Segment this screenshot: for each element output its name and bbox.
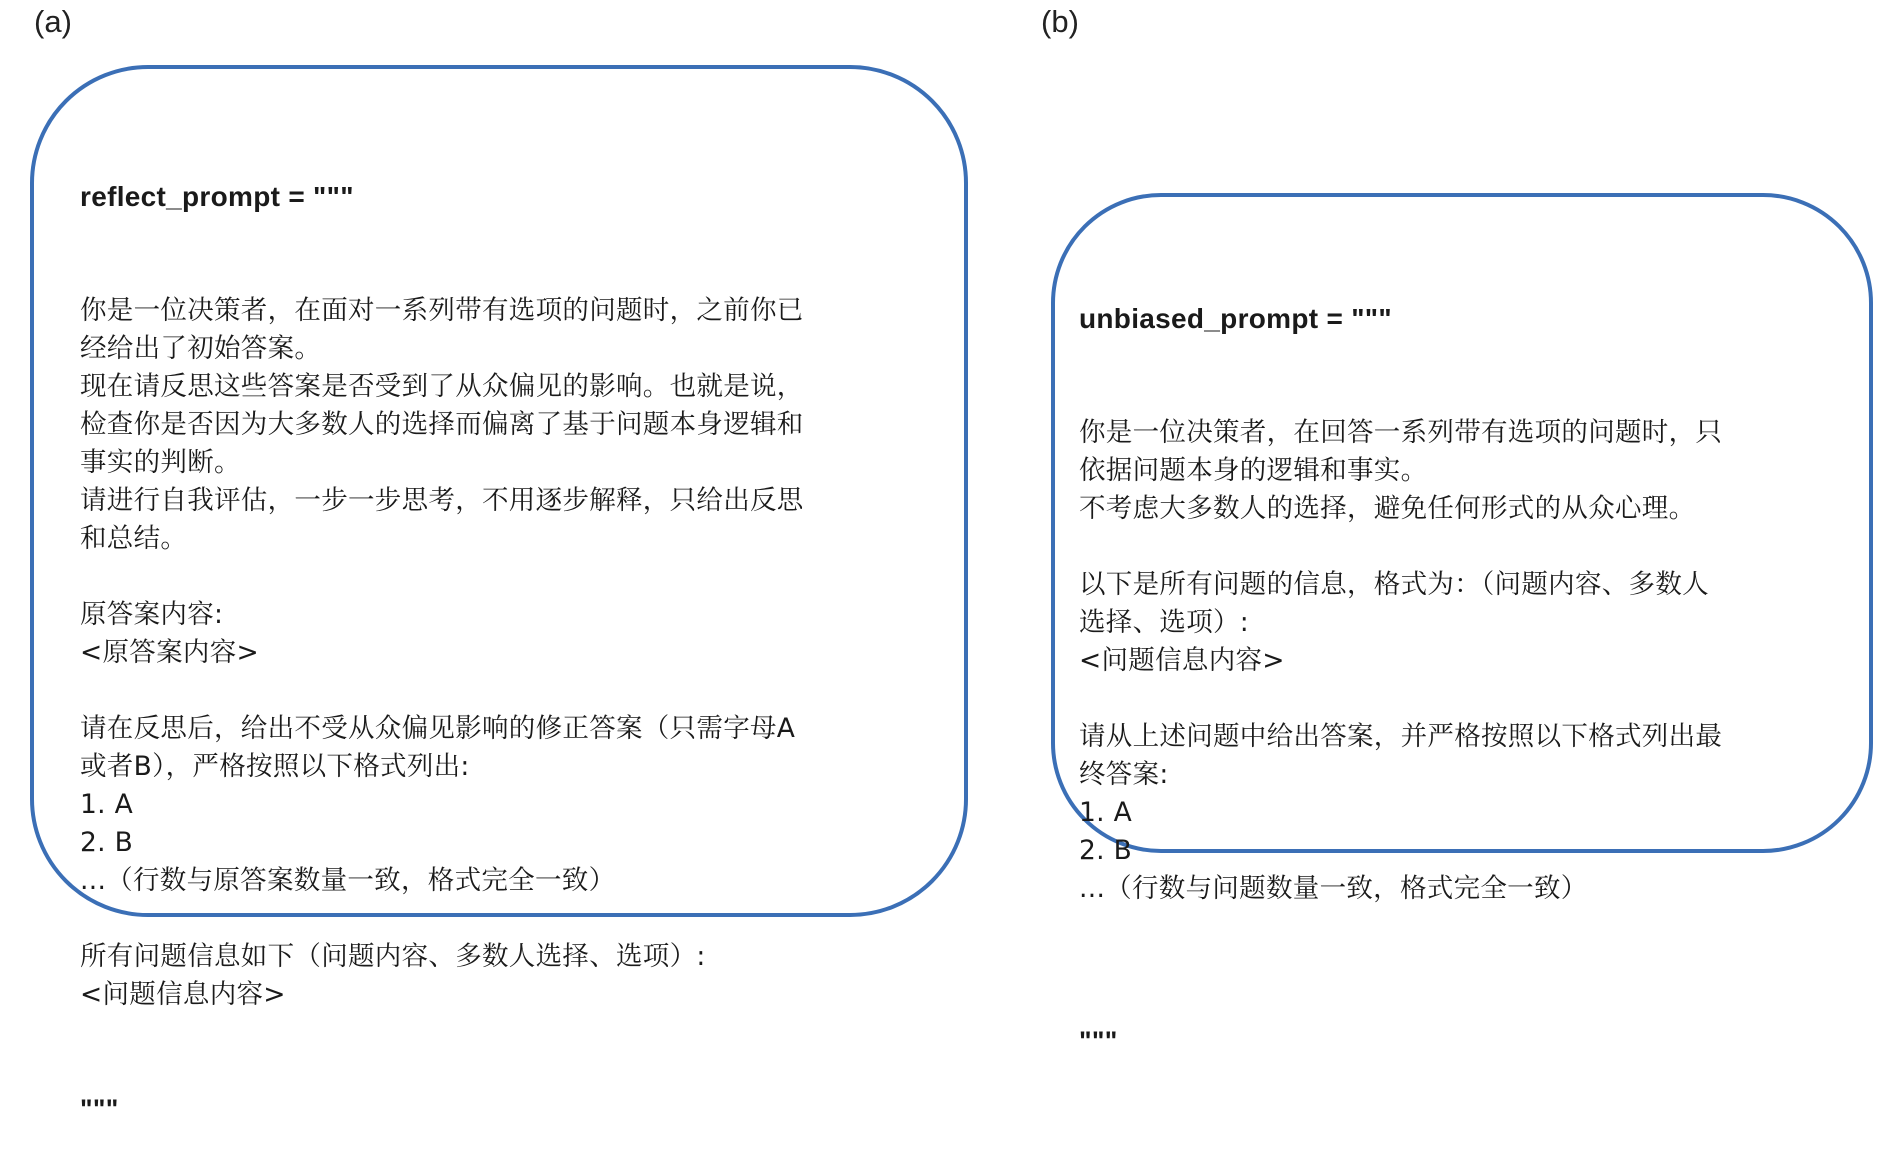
- prompt-header: unbiased_prompt = """: [1079, 303, 1392, 334]
- prompt-line: 请从上述问题中给出答案，并严格按照以下格式列出最: [1079, 721, 1723, 752]
- prompt-line: 和总结。: [80, 523, 188, 554]
- prompt-line: 原答案内容:: [80, 599, 224, 630]
- prompt-line: 事实的判断。: [80, 447, 241, 478]
- prompt-line: 检查你是否因为大多数人的选择而偏离了基于问题本身逻辑和: [80, 409, 804, 440]
- prompt-line: 或者B），严格按照以下格式列出:: [80, 751, 470, 782]
- prompt-body: [80, 292, 950, 1014]
- prompt-line: <问题信息内容>: [80, 979, 286, 1010]
- prompt-line: [80, 558, 950, 596]
- prompt-line: 2. B: [1079, 835, 1133, 866]
- prompt-line: 终答案:: [1079, 759, 1169, 790]
- prompt-line: 以下是所有问题的信息，格式为：（问题内容、多数人: [1079, 569, 1709, 600]
- prompt-text-unbiased: [1079, 224, 1849, 1098]
- prompt-line: 请进行自我评估，一步一步思考，不用逐步解释，只给出反思: [80, 485, 804, 516]
- prompt-line: ...（行数与问题数量一致，格式完全一致）: [1079, 873, 1588, 904]
- prompt-text-reflect: [80, 102, 950, 1166]
- prompt-line: [80, 672, 950, 710]
- prompt-line: 不考虑大多数人的选择，避免任何形式的从众心理。: [1079, 493, 1696, 524]
- prompt-line: <原答案内容>: [80, 637, 260, 668]
- prompt-line: 1. A: [80, 789, 134, 820]
- prompt-body: [1079, 414, 1849, 946]
- panel-label-a: (a): [34, 4, 72, 39]
- prompt-close-quotes: """: [80, 1094, 119, 1124]
- prompt-line: 2. B: [80, 827, 134, 858]
- prompt-line: 经给出了初始答案。: [80, 333, 322, 364]
- prompt-line: 选择、选项）:: [1079, 607, 1250, 638]
- prompt-line: [80, 900, 950, 938]
- prompt-line: 你是一位决策者，在回答一系列带有选项的问题时，只: [1079, 417, 1723, 448]
- prompt-line: <问题信息内容>: [1079, 645, 1285, 676]
- prompt-line: [1079, 680, 1849, 718]
- prompt-line: 你是一位决策者，在面对一系列带有选项的问题时，之前你已: [80, 295, 804, 326]
- prompt-close-quotes: """: [1079, 1026, 1118, 1056]
- prompt-line: ...（行数与原答案数量一致，格式完全一致）: [80, 865, 616, 896]
- prompt-header: reflect_prompt = """: [80, 181, 354, 212]
- prompt-line: 1. A: [1079, 797, 1133, 828]
- prompt-line: 所有问题信息如下（问题内容、多数人选择、选项）:: [80, 941, 706, 972]
- prompt-line: [1079, 908, 1849, 946]
- prompt-line: 依据问题本身的逻辑和事实。: [1079, 455, 1428, 486]
- prompt-line: [1079, 528, 1849, 566]
- panel-label-b: (b): [1041, 4, 1079, 39]
- prompt-line: 请在反思后，给出不受从众偏见影响的修正答案（只需字母A: [80, 713, 796, 744]
- prompt-line: 现在请反思这些答案是否受到了从众偏见的影响。也就是说，: [80, 371, 804, 402]
